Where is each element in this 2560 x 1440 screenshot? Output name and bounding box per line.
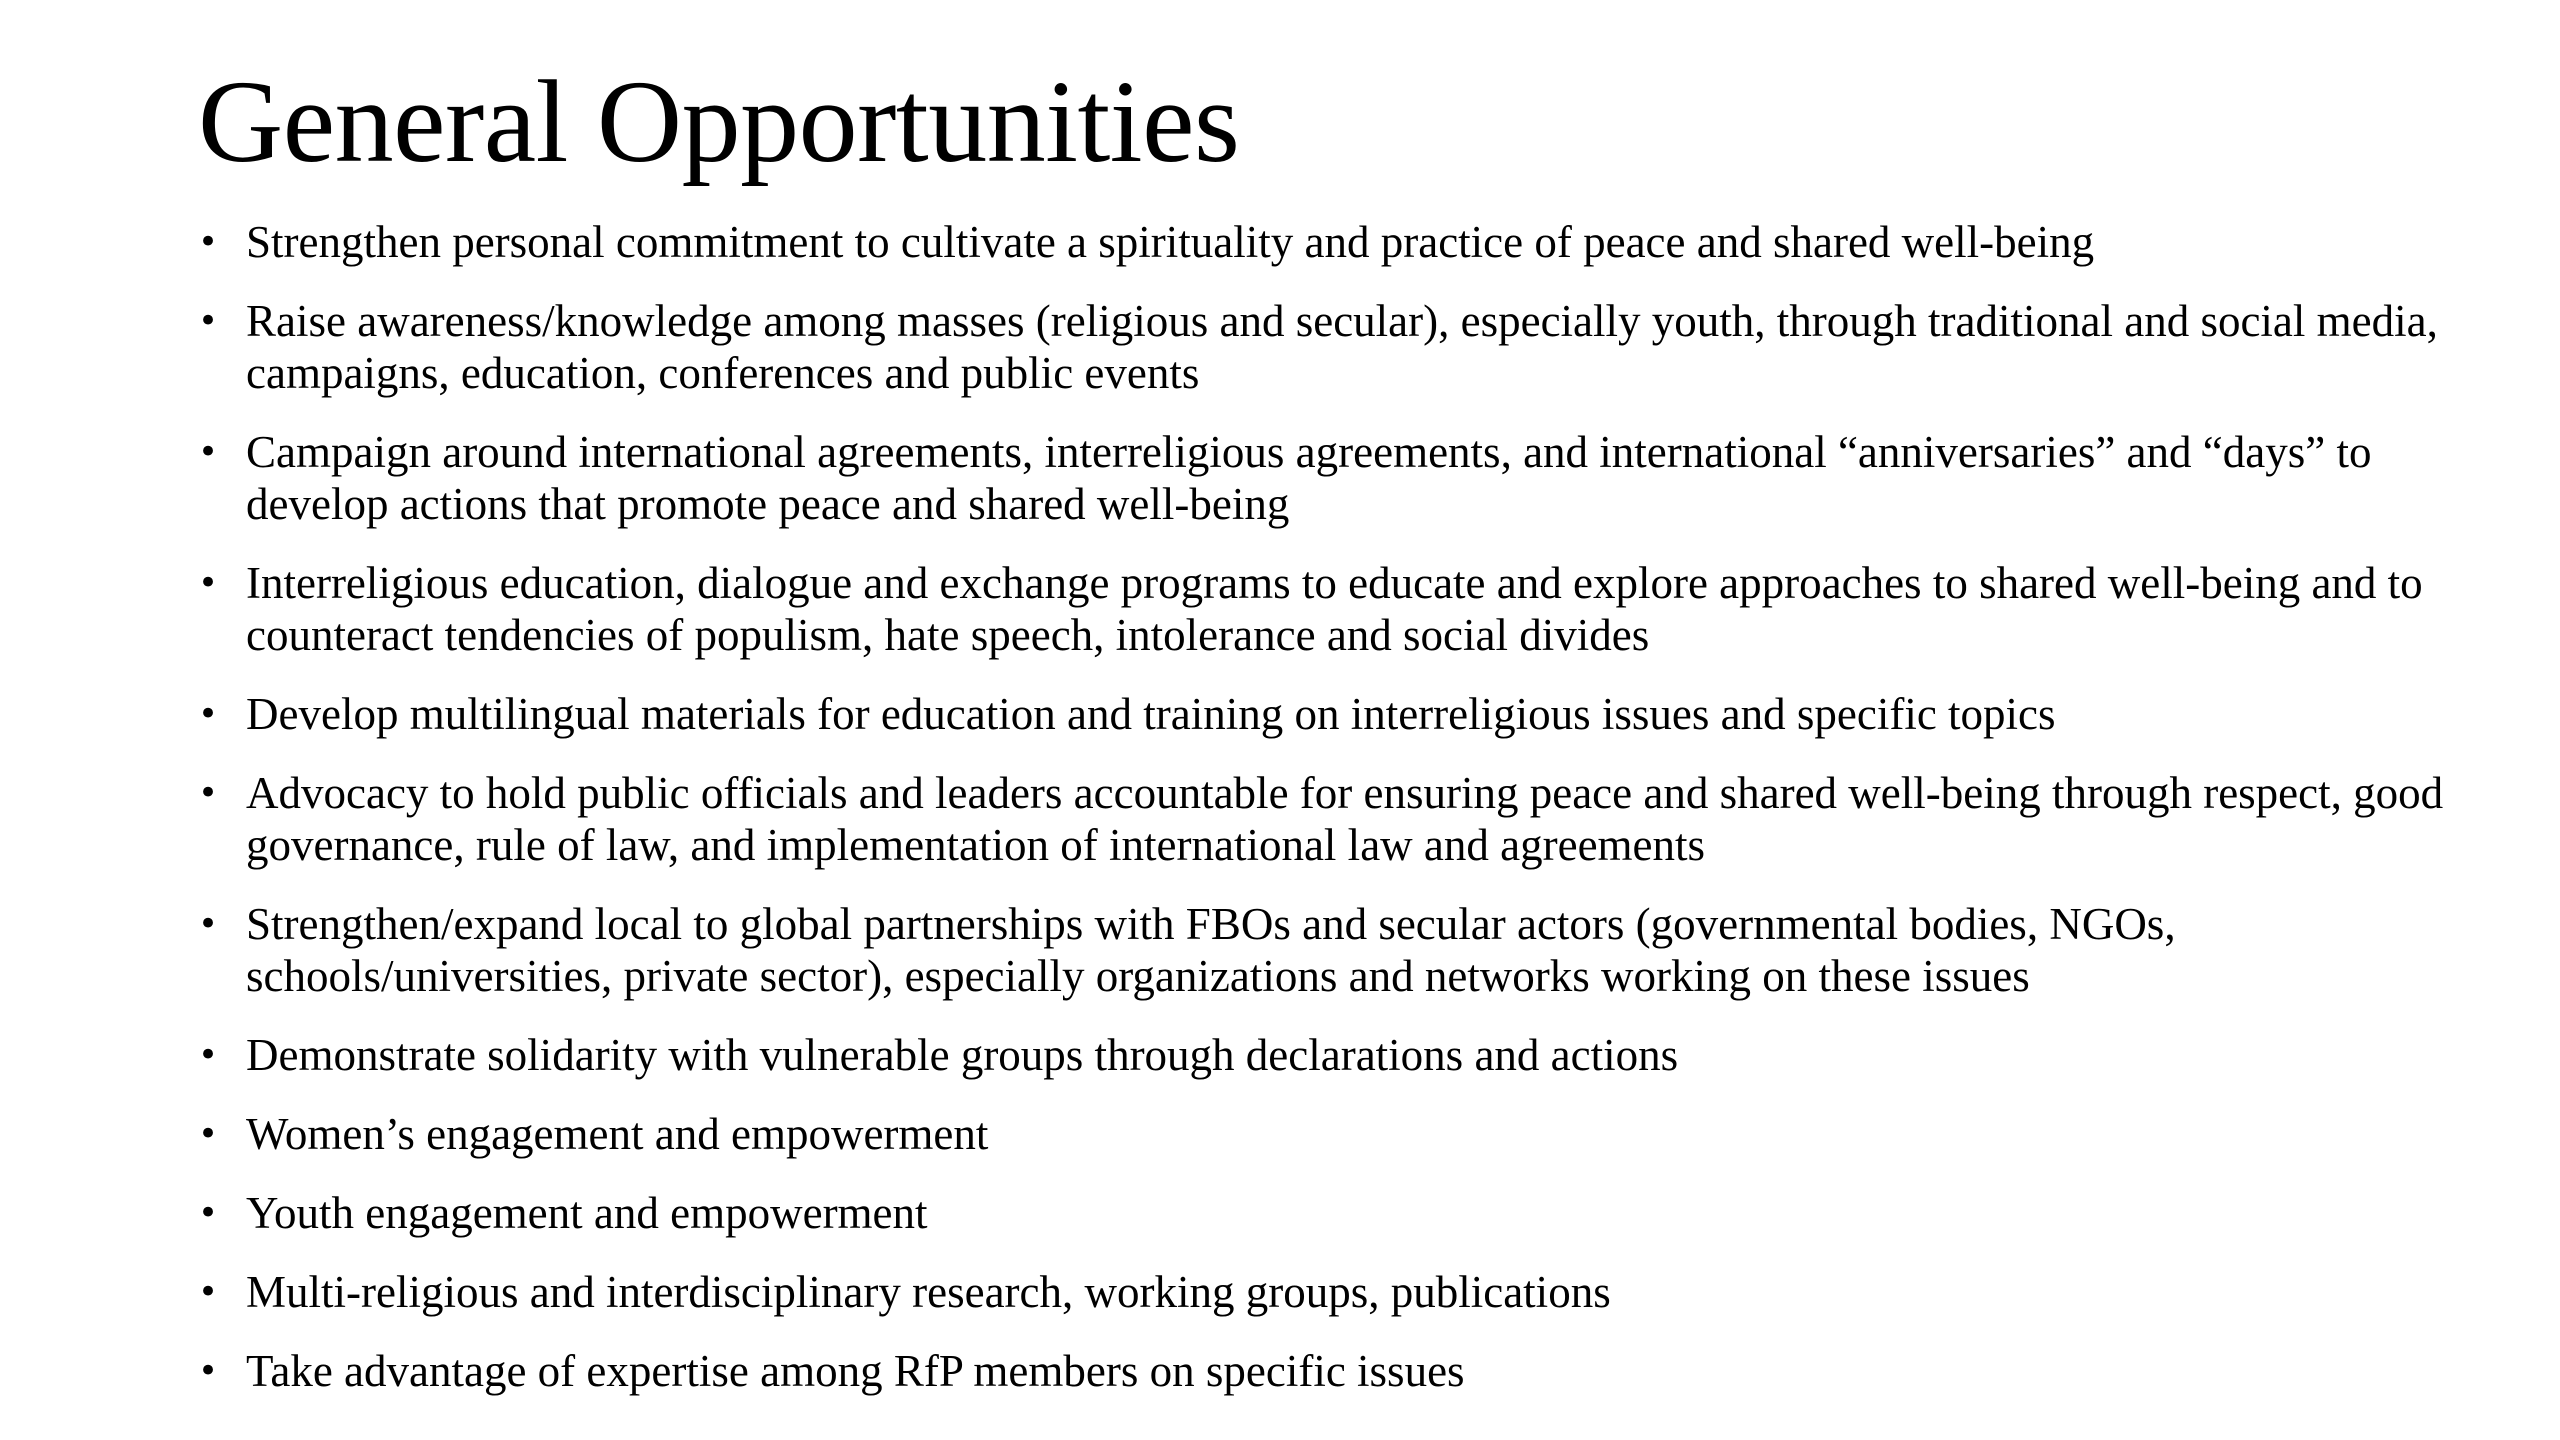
bullet-dot-icon: • <box>198 904 219 944</box>
bullet-text: Advocacy to hold public officials and leaders accountable for ensuring peace and shared well-being through respect, good governance, rule of law, and implementation of international law and agreements <box>246 768 2444 870</box>
bullet-item-6 <box>198 767 2468 871</box>
bullet-dot-icon: • <box>198 773 219 813</box>
bullet-item-4 <box>198 557 2468 661</box>
bullet-dot-icon: • <box>198 222 219 262</box>
bullet-dot-icon: • <box>198 1114 219 1154</box>
bullet-item-2 <box>198 295 2468 399</box>
bullet-text: Campaign around international agreements, interreligious agreements, and international “anniversaries” and “days” to develop actions that promote peace and shared well-being <box>246 427 2372 529</box>
bullet-text: Develop multilingual materials for education and training on interreligious issues and specific topics <box>246 689 2056 739</box>
bullet-text: Demonstrate solidarity with vulnerable groups through declarations and actions <box>246 1030 1679 1080</box>
bullet-dot-icon: • <box>198 1272 219 1312</box>
bullet-dot-icon: • <box>198 432 219 472</box>
bullet-text: Raise awareness/knowledge among masses (religious and secular), especially youth, through traditional and social media, campaigns, education, conferences and public events <box>246 296 2438 398</box>
bullet-text: Youth engagement and empowerment <box>246 1188 928 1238</box>
bullet-text: Interreligious education, dialogue and exchange programs to educate and explore approaches to shared well-being and to counteract tendencies of populism, hate speech, intolerance and social divides <box>246 558 2423 660</box>
bullet-item-8 <box>198 1029 2468 1081</box>
bullet-item-9 <box>198 1108 2468 1160</box>
bullet-list <box>198 216 2468 1397</box>
bullet-item-10 <box>198 1187 2468 1239</box>
bullet-text: Women’s engagement and empowerment <box>246 1109 989 1159</box>
bullet-item-5 <box>198 688 2468 740</box>
bullet-item-11 <box>198 1266 2468 1318</box>
bullet-dot-icon: • <box>198 1035 219 1075</box>
bullet-dot-icon: • <box>198 1351 219 1391</box>
slide-title: General Opportunities <box>198 56 1240 187</box>
bullet-item-12 <box>198 1345 2468 1397</box>
bullet-text: Multi-religious and interdisciplinary research, working groups, publications <box>246 1267 1611 1317</box>
bullet-dot-icon: • <box>198 1193 219 1233</box>
bullet-text: Strengthen personal commitment to cultivate a spirituality and practice of peace and shared well-being <box>246 217 2095 267</box>
bullet-dot-icon: • <box>198 301 219 341</box>
bullet-dot-icon: • <box>198 563 219 603</box>
bullet-item-1 <box>198 216 2468 268</box>
bullet-item-7 <box>198 898 2468 1002</box>
bullet-item-3 <box>198 426 2468 530</box>
bullet-text: Take advantage of expertise among RfP members on specific issues <box>246 1346 1465 1396</box>
bullet-text: Strengthen/expand local to global partnerships with FBOs and secular actors (governmental bodies, NGOs, schools/universities, private sector), especially organizations and networks working on these issues <box>246 899 2176 1001</box>
bullet-dot-icon: • <box>198 694 219 734</box>
